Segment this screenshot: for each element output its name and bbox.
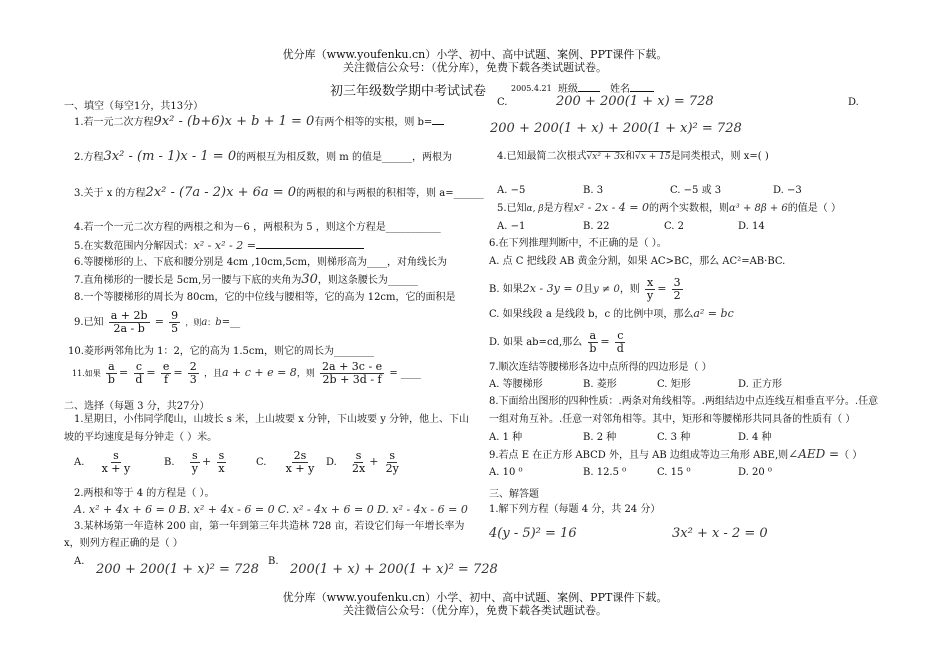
fraction-denominator: 2y [385,462,399,475]
choice-q2-option-c[interactable]: C. x² - 4x + 6 = 0 [277,503,374,516]
var-b: b [215,317,222,328]
option-a-fraction [100,450,133,475]
choice-q1-option-d[interactable] [326,450,403,475]
footer-line-1: 优分库（www.youfenku.cn）小学、初中、高中试题、案例、PPT课件下载。 [282,591,668,604]
choice-q1-line-1: 1.星期日，小伟同学爬山，山坡长 s 米，上山坡要 x 分钟，下山坡要 y 分钟，他上、下山 [74,414,470,425]
fraction-numerator: s [218,449,225,462]
choice-q9-text: 9.若点 E 在正方形 ABCD 外，且与 AB 边组成等边三角形 ABE,则 [489,450,789,461]
option-b-then: ，则 [619,284,640,295]
fraction-denominator: 2x [352,462,366,475]
choice-q3-option-a[interactable]: 200 + 200(1 + x)² = 728 [96,562,259,577]
fraction-numerator: 2a + 3c - e [322,360,383,373]
fraction-numerator: s [389,449,396,462]
choice-q7-option-c[interactable]: C. 矩形 [657,379,691,390]
fill-q11: 11.如果 $\frac{a}{b}$ = $\frac{c}{d}$ = $\frac{e}{f}$ = $\frac{2}{3}$ ，且a + c + e = 8，则 $\frac{2a + 3c - e}{2b + 3d - f}$ = ____ [72,360,421,386]
plus-sign: + [201,455,212,468]
fill-q9-blank: =__ [221,317,241,328]
choice-q3-line-2: x，则列方程正确的是（ ） [64,538,183,549]
choice-q8-line-2: 一组对角互补。.任意一对邻角相等。其中，矩形和等腰梯形共同具备的性质有（ ） [489,414,856,425]
fill-q7-angle: 30 [301,272,318,287]
fraction-numerator: a + 2b [110,309,148,322]
choice-q9-text-end: （ ） [839,450,863,461]
equals-sign: = [154,315,164,328]
fill-q2-text-end: 的两根互为相反数，则 m 的值是______，两根为 [236,152,452,163]
name-label: 姓名 [610,84,630,95]
var-a: a [201,317,208,328]
choice-q5-text-2: 是方程 [543,203,574,214]
choice-q9-option-d[interactable]: D. 20 ⁰ [738,467,772,478]
choice-q5-option-a[interactable]: A. −1 [497,221,526,232]
fill-q11-blank: = ____ [389,368,421,379]
option-d-fraction-1 [587,330,598,355]
fill-q7-text: 7.直角梯形的一腰长是 5cm,另一腰与下底的夹角为 [74,275,302,286]
fraction-numerator: x [647,276,654,289]
fill-q8: 8.一个等腰梯形的周长为 80cm，它的中位线与腰相等，它的高为 12cm，它的面积是 [74,292,456,303]
choice-q2-option-b[interactable]: B. x² + 4x - 6 = 0 [178,503,275,516]
fraction-denominator: b [107,373,115,386]
choice-q5 [497,201,841,216]
fraction-denominator: y [191,462,198,475]
fill-q2 [74,150,452,165]
fraction-denominator: 2b + 3d - f [322,373,382,386]
fill-q3-text: 3.关于 x 的方程 [74,188,146,199]
choice-q6-option-d[interactable] [489,330,628,355]
option-label: D. [326,457,337,468]
choice-q5-option-c[interactable]: C. 2 [664,221,685,232]
choice-q6: 6.在下列推理判断中，不正确的是（ ）。 [489,238,667,249]
choice-q3-option-c[interactable]: 200 + 200(1 + x) = 728 [556,94,714,109]
choice-q3-option-c-label[interactable]: C. [497,97,508,108]
fraction-denominator: 5 [171,322,179,335]
choice-q8-option-d[interactable]: D. 4 种 [738,432,772,443]
choice-q7-option-d[interactable]: D. 正方形 [738,379,783,390]
choice-q7-option-a[interactable]: A. 等腰梯形 [489,379,543,390]
option-c-fraction [284,450,317,475]
fraction-numerator: s [355,449,362,462]
fill-q11-fraction-1 [106,361,117,386]
section-1-title: 一、填空（每空1分，共13分） [64,101,204,112]
fraction-numerator: c [135,360,142,373]
option-d-fraction-1 [350,450,367,475]
option-label: A. [74,457,85,468]
fill-q3-text-end: 的两根的和与两根的积相等，则 a=______ [296,188,484,199]
option-c-text: C. 如果线段 a 是线段 b，c 的比例中项，那么 [489,309,694,320]
fill-q10: 10.菱形两邻角比为 1：2，它的高为 1.5cm，则它的周长为________ [68,346,374,357]
fill-q9-text: 9.已知 [74,317,104,328]
ratio-colon: ： [207,318,216,327]
choice-q5-text-end: 的值是（ ） [787,203,841,214]
choice-q9-option-b[interactable]: B. 12.5 ⁰ [583,467,627,478]
fill-q6: 6.等腰梯形的上、下底和腰分别是 4cm ,10cm,5cm，则梯形高为____，对角线长为 [74,257,447,268]
fill-q11-fraction-5 [320,361,384,386]
choice-q3-option-d-label[interactable]: D. [848,97,859,108]
option-label: B. [164,457,175,468]
option-d-fraction-2 [384,450,401,475]
fill-q11-fraction-2 [133,361,144,386]
choice-q3-option-a-label[interactable]: A. [74,556,85,567]
fraction-denominator: 2a - b [113,322,145,335]
fill-q5 [74,238,364,254]
fill-q11-text: 11.如果 [72,369,101,378]
option-b-text: B. 如果 [489,284,523,295]
equals-sign: = [657,282,667,295]
fraction-denominator: d [135,373,143,386]
fill-q11-and: ，且 [203,369,222,379]
fill-q3-equation: 2x² - (7a - 2)x + 6a = 0 [145,185,297,200]
choice-q4-option-a[interactable]: A. −5 [497,185,526,196]
option-b-fraction-2 [672,277,683,302]
choice-q6-option-c[interactable] [489,307,734,322]
fraction-numerator: c [617,329,624,342]
fraction-numerator: 2s [293,449,307,462]
choice-q3-line-1: 3.某林场第一年造林 200 亩，第一年到第三年共造林 728 亩，若设它们每一年增长率为 [74,521,465,532]
choice-q9-option-a[interactable]: A. 10 ⁰ [489,467,523,478]
solve-equation-1: 4(y - 5)² = 16 [489,526,577,541]
choice-q5-equation: x² - 2x - 4 = 0 [573,201,650,214]
option-b-and: 且 [583,284,594,295]
fill-q2-equation: 3x² - (m - 1)x - 1 = 0 [103,149,237,164]
fraction-denominator: 2 [673,289,681,302]
fill-q11-fraction-3 [161,361,172,386]
section-2-title: 二、选择（每题 3 分，共27分） [64,401,210,412]
fill-q1-equation: 9x² - (b+6)x + b + 1 = 0 [153,114,315,129]
fill-q7 [74,273,418,288]
choice-q8-option-b[interactable]: B. 2 种 [583,432,617,443]
fill-q11-condition: a + c + e = 8 [221,366,297,379]
fraction-numerator: a [108,360,115,373]
choice-q4-option-c[interactable]: C. −5 或 3 [670,185,722,196]
choice-q1-option-b[interactable] [164,450,229,475]
footer-line-2: 关注微信公众号：（优分库），免费下载各类试题试卷。 [343,604,607,617]
header-line-1: 优分库（www.youfenku.cn）小学、初中、高中试题、案例、PPT课件下载。 [282,48,668,61]
fraction-numerator: 2 [189,360,197,373]
choice-q7: 7.顺次连结等腰梯形各边中点所得的四边形是（ ） [489,362,712,373]
choice-q5-text-3: 的两个实数根，则 [649,203,730,214]
equals-sign: = [600,335,610,348]
fraction-denominator: b [589,342,597,355]
choice-q3-option-d[interactable]: 200 + 200(1 + x) + 200(1 + x)² = 728 [490,121,742,136]
fill-q3 [74,186,484,201]
fill-q5-expression: x² - x² - 2 = [193,239,256,252]
fill-q11-then: ，则 [296,369,315,379]
choice-q8-option-c[interactable]: C. 3 种 [657,432,691,443]
choice-q2-option-d[interactable]: D. x² - 4x - 6 = 0 [376,503,468,516]
fill-q7-text-end: ，则这条腰长为______ [317,275,418,286]
exam-date: 2005.4.21 [511,84,552,93]
option-d-text: D. 如果 ab=cd,那么 [489,337,583,348]
choice-q5-option-d[interactable]: D. 14 [738,221,765,232]
choice-q9-option-c[interactable]: C. 15 ⁰ [657,467,691,478]
fill-q9-fraction-2 [169,310,180,335]
choice-q4-text-end: 是同类根式，则 x=( ) [670,151,769,162]
choice-q2: 2.两根和等于 4 的方程是（ ）。 [74,488,215,499]
fraction-numerator: s [113,449,119,462]
choice-q8-option-a[interactable]: A. 1 种 [489,432,523,443]
fill-q9 [74,310,240,335]
plus-sign: + [369,455,379,468]
choice-q3-option-b[interactable]: 200(1 + x) + 200(1 + x)² = 728 [290,562,498,577]
fill-q4: 4.若一个一元二次方程的两根之和为－6 ，两根积为 5 ，则这个方程是___________ [74,222,441,233]
exam-title: 初三年级数学期中考试试卷 [330,84,487,99]
fraction-numerator: 9 [171,309,179,322]
option-label: C. [256,457,267,468]
solve-equation-2: 3x² + x - 2 = 0 [672,526,768,541]
fill-q11-fraction-4 [188,361,199,386]
choice-q8-line-1: 8.下面给出图形的四种性质：.两条对角线相等。.两组结边中点连线互相垂直平分。.任意 [489,396,879,407]
choice-q5-expression: α³ + 8β + 6 [729,203,788,214]
choice-q5-text: 5.已知 [497,203,527,214]
fraction-denominator: x + y [285,462,315,475]
fill-q9-then: ，则 [185,318,202,327]
option-b-equation: 2x - 3y = 0 [522,282,584,295]
fill-q1-text: 1.若一元二次方程 [74,117,154,128]
choice-q4-option-b[interactable]: B. 3 [583,185,604,196]
option-d-fraction-2 [615,330,626,355]
option-b-fraction-1 [645,277,655,302]
fill-q9-fraction-1 [109,310,150,335]
fraction-denominator: x + y [101,462,131,475]
fraction-denominator: 3 [189,373,197,386]
choice-q5-option-b[interactable]: B. 22 [583,221,610,232]
header-line-2: 关注微信公众号：（优分库），免费下载各类试题试卷。 [343,61,607,74]
choice-q1-option-a[interactable] [74,450,134,475]
choice-q6-option-a[interactable]: A. 点 C 把线段 AB 黄金分割，如果 AC>BC，那么 AC²=AB·BC. [489,256,786,267]
option-c-equation: a² = bc [693,307,734,320]
choice-q7-option-b[interactable]: B. 菱形 [583,379,617,390]
fraction-denominator: x [218,462,225,475]
fill-q1-text-end: 有两个相等的实根，则 b= [314,117,433,128]
fraction-numerator: e [162,360,170,373]
fill-q5-text: 5.在实数范围内分解因式： [74,241,194,252]
fraction-numerator: s [192,449,198,462]
choice-q4-text: 4.已知最简二次根式 [497,151,587,162]
section-3-title: 三、解答题 [489,489,539,500]
choice-q4-radical-1: √x² + 3x [586,152,626,162]
choice-q4-option-d[interactable]: D. −3 [773,185,802,196]
choice-q2-option-a[interactable]: A. x² + 4x + 6 = 0 [74,503,176,516]
choice-q2-options [74,503,468,518]
choice-q4 [497,150,769,164]
choice-q1-option-c[interactable] [256,450,318,475]
option-b-fraction-2 [216,450,226,475]
choice-q6-option-b[interactable] [489,277,685,302]
choice-q4-radical-2: √x + 15 [635,152,671,162]
solve-q1-heading: 1.解下列方程（每题 4 分，共 24 分） [489,504,661,515]
fill-q1 [74,114,444,130]
fraction-numerator: 3 [673,276,681,289]
choice-q4-and: 和 [625,151,636,162]
option-b-fraction-1 [190,450,200,475]
choice-q3-option-b-label[interactable]: B. [268,556,279,567]
choice-q9 [489,447,862,463]
choice-q1-line-2: 坡的平均速度是每分钟走（ ）米。 [64,432,218,443]
choice-q9-angle: ∠AED = [788,447,840,461]
fraction-denominator: y [647,289,654,302]
fill-q2-text: 2.方程 [74,152,104,163]
fraction-denominator: d [616,342,624,355]
fraction-denominator: f [164,373,169,386]
fraction-numerator: a [589,329,597,342]
class-label: 班级 [558,84,578,95]
option-b-condition: y ≠ 0 [593,284,620,295]
choice-q5-roots: α, β [526,204,544,214]
